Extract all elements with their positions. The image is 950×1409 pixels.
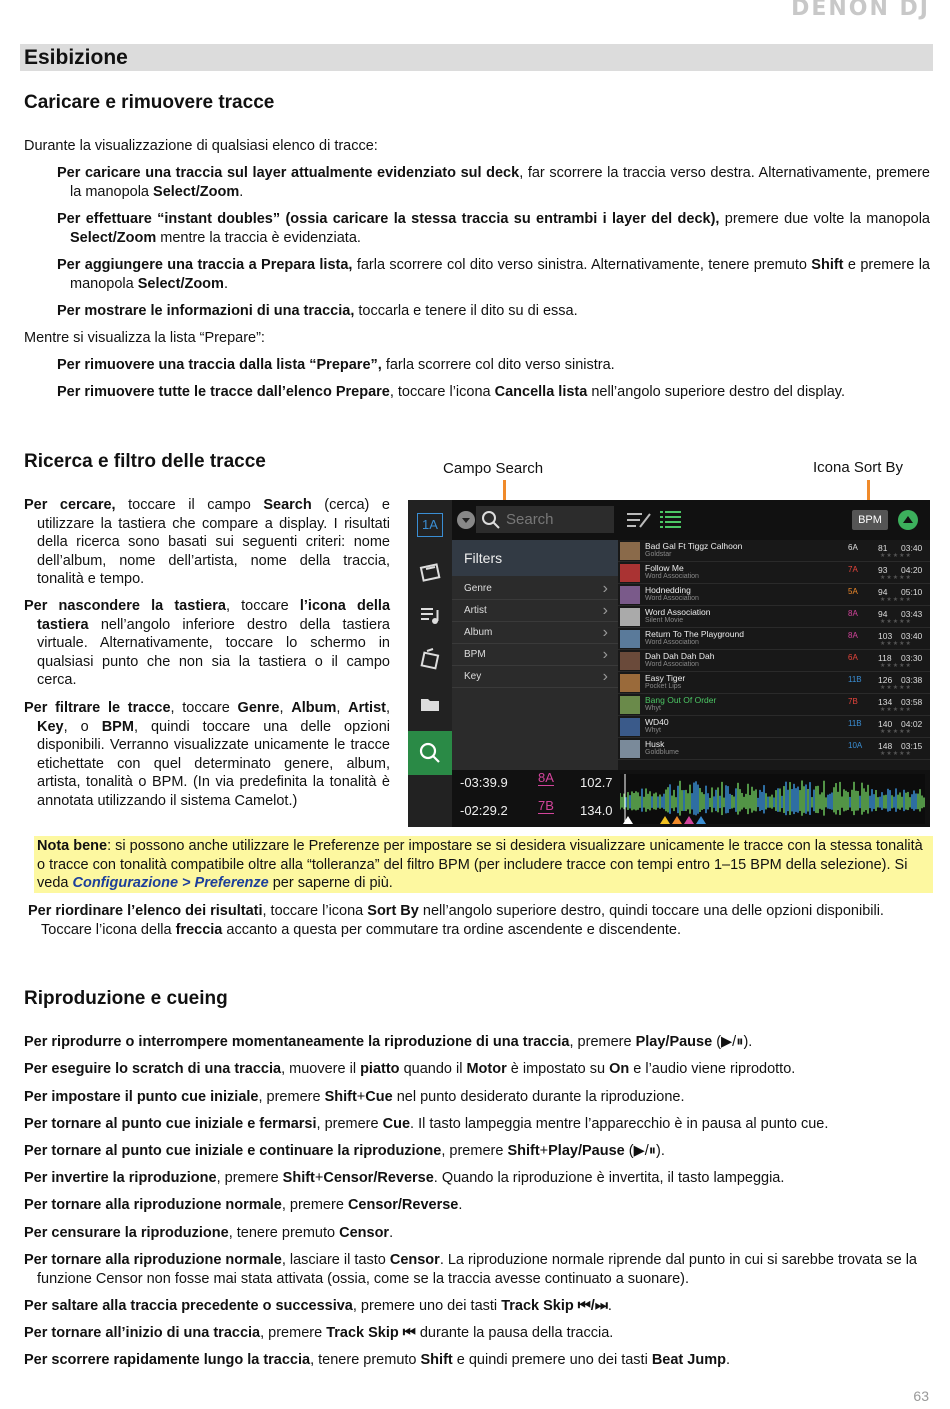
track-row[interactable] (618, 584, 930, 606)
track-title: Return To The Playground (645, 629, 744, 639)
track-key: 7A (848, 565, 858, 574)
remove-paragraph-1: Per rimuovere una traccia dalla lista “Prepare”, farla scorrere col dito verso sinistra. (57, 357, 615, 373)
edit-list-icon[interactable] (626, 510, 652, 535)
track-time: 04:02 (901, 719, 923, 729)
album-art (620, 740, 640, 758)
sidebar-search-button[interactable] (408, 731, 452, 775)
track-title: Follow Me (645, 563, 684, 573)
track-row[interactable] (618, 738, 930, 760)
deck-layer-badge[interactable]: 1A (417, 513, 443, 537)
rating-stars-icon[interactable]: ★★★★★ (880, 597, 912, 603)
nota-bene-box (34, 836, 933, 893)
dropdown-icon[interactable] (457, 511, 475, 529)
load-paragraph-3: Per aggiungere una traccia a Prepara lista, farla scorrere col dito verso sinistra. Alternativamente, tenere premuto Shift e premere la manopola Select/Zoom. (57, 257, 930, 292)
track-artist: Silent Movie (645, 617, 684, 624)
album-art (620, 564, 640, 582)
search-placeholder: Search (506, 511, 554, 528)
search-field[interactable] (476, 506, 614, 533)
track-time: 03:15 (901, 741, 923, 751)
playback-paragraph: Per saltare alla traccia precedente o successiva, premere uno dei tasti Track Skip ⏮/⏭. (24, 1298, 612, 1314)
rating-stars-icon[interactable]: ★★★★★ (880, 685, 912, 691)
track-row[interactable] (618, 716, 930, 738)
rating-stars-icon[interactable]: ★★★★★ (880, 619, 912, 625)
rating-stars-icon[interactable]: ★★★★★ (880, 751, 912, 757)
track-bpm: 118 (878, 653, 892, 663)
track-row[interactable] (618, 672, 930, 694)
filters-title: Filters (452, 540, 618, 576)
track-row[interactable] (618, 650, 930, 672)
track-key: 11B (848, 675, 862, 684)
deck2-time: -02:29.2 (460, 803, 508, 818)
filter-artist[interactable]: Artist › (452, 600, 618, 622)
heading-caricare: Caricare e rimuovere tracce (24, 92, 275, 113)
callout-icona-sort-by: Icona Sort By (813, 459, 904, 476)
track-title: Bang Out Of Order (645, 695, 717, 705)
page-number: 63 (913, 1388, 929, 1404)
rating-stars-icon[interactable]: ★★★★★ (880, 663, 912, 669)
track-artist: Goldstar (645, 551, 672, 558)
sort-by-button[interactable]: BPM (852, 510, 888, 530)
playback-paragraph: Per tornare alla riproduzione normale, premere Censor/Reverse. (24, 1197, 463, 1213)
nota-bene-text: Nota bene: si possono anche utilizzare le Preferenze per impostare se si desidera visualizzare unicamente le tracce con la stessa tonalità o tracce con tonalità compatibile oltre alla “tolleranza” del filtro BPM (per includere tracce con tempi entro 1–15 BPM della selezione). Si veda Configurazione > Preferenze per saperne di più. (37, 838, 923, 891)
search-paragraph: Per cercare, toccare il campo Search (cerca) e utilizzare la tastiera che compare a display. I risultati della ricerca sono basati sui seguenti criteri: nome dell’album, nome dell’artista, nome della traccia, tonalità e tempo. (24, 497, 390, 587)
track-time: 03:40 (901, 631, 923, 641)
track-title: Easy Tiger (645, 673, 686, 683)
heading-riproduzione: Riproduzione e cueing (24, 988, 228, 1009)
track-key: 10A (848, 741, 863, 750)
list-view-icon[interactable] (660, 510, 682, 535)
playback-paragraph: Per tornare al punto cue iniziale e fermarsi, premere Cue. Il tasto lampeggia mentre l’apparecchio è in pausa al punto cue. (24, 1116, 829, 1132)
sort-direction-arrow-icon[interactable] (898, 510, 918, 530)
device-screen (408, 500, 930, 827)
filter-key[interactable]: Key › (452, 666, 618, 688)
playback-paragraph: Per impostare il punto cue iniziale, premere Shift+Cue nel punto desiderato durante la riproduzione. (24, 1089, 685, 1105)
track-artist: Goldblume (645, 749, 679, 756)
rating-stars-icon[interactable]: ★★★★★ (880, 729, 912, 735)
denon-dj-logo: DENON DJ (791, 0, 930, 21)
track-key: 6A (848, 653, 858, 662)
playback-paragraph: Per eseguire lo scratch di una traccia, muovere il piatto quando il Motor è impostato su On e l’audio viene riprodotto. (24, 1061, 796, 1077)
waveform-graphic (620, 774, 925, 824)
playlist-icon[interactable] (416, 604, 444, 632)
filters-panel (452, 540, 618, 770)
track-key: 6A (848, 543, 858, 552)
track-time: 05:10 (901, 587, 923, 597)
hide-keyboard-paragraph: Per nascondere la tastiera, toccare l’icona della tastiera nell’angolo inferiore destro della tastiera virtuale. Alternativamente, toccare lo schermo in qualsiasi punto che non sia la tastiera o il campo cerca. (24, 598, 391, 688)
playback-paragraph: Per tornare alla riproduzione normale, lasciare il tasto Censor. La riproduzione normale riprende dal punto in cui si sarebbe trovata se la funzione Censor non fosse mai stata attivata (ossia, come se la traccia avesse continuato a suonare). (24, 1252, 917, 1287)
track-bpm: 103 (878, 631, 893, 641)
track-title: WD40 (645, 717, 669, 727)
track-time: 04:20 (901, 565, 923, 575)
filter-album[interactable]: Album › (452, 622, 618, 644)
track-bpm: 126 (878, 675, 893, 685)
track-time: 03:40 (901, 543, 923, 553)
playback-paragraph: Per tornare al punto cue iniziale e continuare la riproduzione, premere Shift+Play/Pause (▶/⏸). (24, 1143, 665, 1159)
track-time: 03:43 (901, 609, 923, 619)
track-title: Bad Gal Ft Tiggz Calhoon (645, 541, 743, 551)
remove-paragraph-2: Per rimuovere tutte le tracce dall’elenco Prepare, toccare l’icona Cancella lista nell’angolo superiore destro del display. (57, 384, 845, 400)
rating-stars-icon[interactable]: ★★★★★ (880, 707, 912, 713)
deck-info-bar (452, 770, 930, 827)
filter-genre[interactable]: Genre › (452, 578, 618, 600)
deck2-bpm: 134.0 (580, 803, 613, 818)
track-bpm: 148 (878, 741, 893, 751)
track-title: Dah Dah Dah Dah (645, 651, 715, 661)
track-key: 8A (848, 631, 858, 640)
link-preferenze[interactable]: Preferenze (194, 875, 269, 891)
collection-icon[interactable] (416, 560, 444, 588)
album-art (620, 652, 640, 670)
cue-marker (672, 816, 682, 824)
cue-marker (684, 816, 694, 824)
album-art (620, 586, 640, 604)
filter-bpm[interactable]: BPM › (452, 644, 618, 666)
search-field-icon (481, 510, 501, 530)
album-art (620, 696, 640, 714)
intro-text-1: Durante la visualizzazione di qualsiasi elenco di tracce: (24, 138, 378, 154)
rating-stars-icon[interactable]: ★★★★★ (880, 641, 912, 647)
screen-sidebar (408, 500, 452, 827)
track-bpm: 94 (878, 609, 888, 619)
album-art (620, 718, 640, 736)
track-time: 03:58 (901, 697, 923, 707)
album-art (620, 630, 640, 648)
track-key: 11B (848, 719, 862, 728)
filter-paragraph: Per filtrare le tracce, toccare Genre, Album, Artist, Key, o BPM, quindi toccare una delle opzioni disponibili. Verranno visualizzate unicamente le tracce etichettate con quel determinato genere, album, artista, tonalità o BPM. (In via predefinita la tonalità è annotata utilizzando il sistema Camelot.) (24, 700, 391, 809)
callout-campo-search: Campo Search (443, 460, 544, 477)
track-list (618, 540, 930, 770)
track-key: 7B (848, 697, 858, 706)
track-artist: Pocket Lips (645, 683, 682, 690)
track-time: 03:30 (901, 653, 923, 663)
track-row[interactable] (618, 694, 930, 716)
track-artist: Whyt (645, 705, 661, 712)
track-artist: Whyt (645, 727, 661, 734)
track-time: 03:38 (901, 675, 923, 685)
deck1-bpm: 102.7 (580, 775, 613, 790)
load-paragraph-1: Per caricare una traccia sul layer attualmente evidenziato sul deck, far scorrere la traccia verso destra. Alternativamente, premere la manopola Select/Zoom. (57, 165, 930, 200)
cue-marker (660, 816, 670, 824)
track-bpm: 81 (878, 543, 888, 553)
playback-paragraph: Per tornare all’inizio di una traccia, premere Track Skip ⏮ durante la pausa della traccia. (24, 1325, 614, 1341)
playback-paragraph: Per invertire la riproduzione, premere Shift+Censor/Reverse. Quando la riproduzione è invertita, il tasto lampeggia. (24, 1170, 785, 1186)
track-bpm: 94 (878, 587, 888, 597)
rating-stars-icon[interactable]: ★★★★★ (880, 553, 912, 559)
deck1-key: 8A (538, 770, 554, 785)
folder-icon[interactable] (416, 693, 444, 721)
sort-paragraph: Per riordinare l’elenco dei risultati, toccare l’icona Sort By nell’angolo superiore destro, quindi toccare una delle opzioni disponibili. Toccare l’icona della freccia accanto a questa per commutare tra ordine ascendente e discendente. (28, 903, 884, 938)
playback-paragraph: Per scorrere rapidamente lungo la traccia, tenere premuto Shift e quindi premere uno dei tasti Beat Jump. (24, 1352, 730, 1368)
album-art (620, 674, 640, 692)
track-title: Husk (645, 739, 665, 749)
track-row[interactable] (618, 606, 930, 628)
search-icon (408, 731, 452, 775)
track-artist: Word Association (645, 573, 699, 580)
cue-marker (696, 816, 706, 824)
track-bpm: 140 (878, 719, 893, 729)
deck1-time: -03:39.9 (460, 775, 508, 790)
album-art (620, 542, 640, 560)
prepare-icon[interactable] (416, 648, 444, 676)
load-paragraph-4: Per mostrare le informazioni di una traccia, toccarla e tenere il dito su di essa. (57, 303, 578, 319)
playback-paragraph: Per riprodurre o interrompere momentaneamente la riproduzione di una traccia, premere Play/Pause (▶/⏸). (24, 1034, 753, 1050)
track-key: 5A (848, 587, 858, 596)
section-header (20, 44, 933, 71)
screen-top-bar (452, 500, 930, 540)
album-art (620, 608, 640, 626)
playback-paragraph: Per censurare la riproduzione, tenere premuto Censor. (24, 1225, 394, 1241)
track-row[interactable] (618, 540, 930, 562)
link-configurazione[interactable]: Configurazione (72, 875, 179, 891)
waveform-overview[interactable] (620, 774, 925, 824)
track-key: 8A (848, 609, 858, 618)
track-artist: Word Association (645, 661, 699, 668)
track-row[interactable] (618, 562, 930, 584)
track-title: Hodnedding (645, 585, 691, 595)
track-artist: Word Association (645, 639, 699, 646)
section-title: Esibizione (24, 46, 128, 69)
heading-ricerca: Ricerca e filtro delle tracce (24, 451, 266, 472)
track-bpm: 134 (878, 697, 893, 707)
deck2-key: 7B (538, 798, 554, 813)
track-row[interactable] (618, 628, 930, 650)
intro-text-2: Mentre si visualizza la lista “Prepare”: (24, 330, 265, 346)
rating-stars-icon[interactable]: ★★★★★ (880, 575, 912, 581)
track-bpm: 93 (878, 565, 888, 575)
load-paragraph-2: Per effettuare “instant doubles” (ossia caricare la stessa traccia su entrambi i layer del deck), premere due volte la manopola Select/Zoom mentre la traccia è evidenziata. (57, 211, 930, 246)
track-artist: Word Association (645, 595, 699, 602)
track-title: Word Association (645, 607, 711, 617)
